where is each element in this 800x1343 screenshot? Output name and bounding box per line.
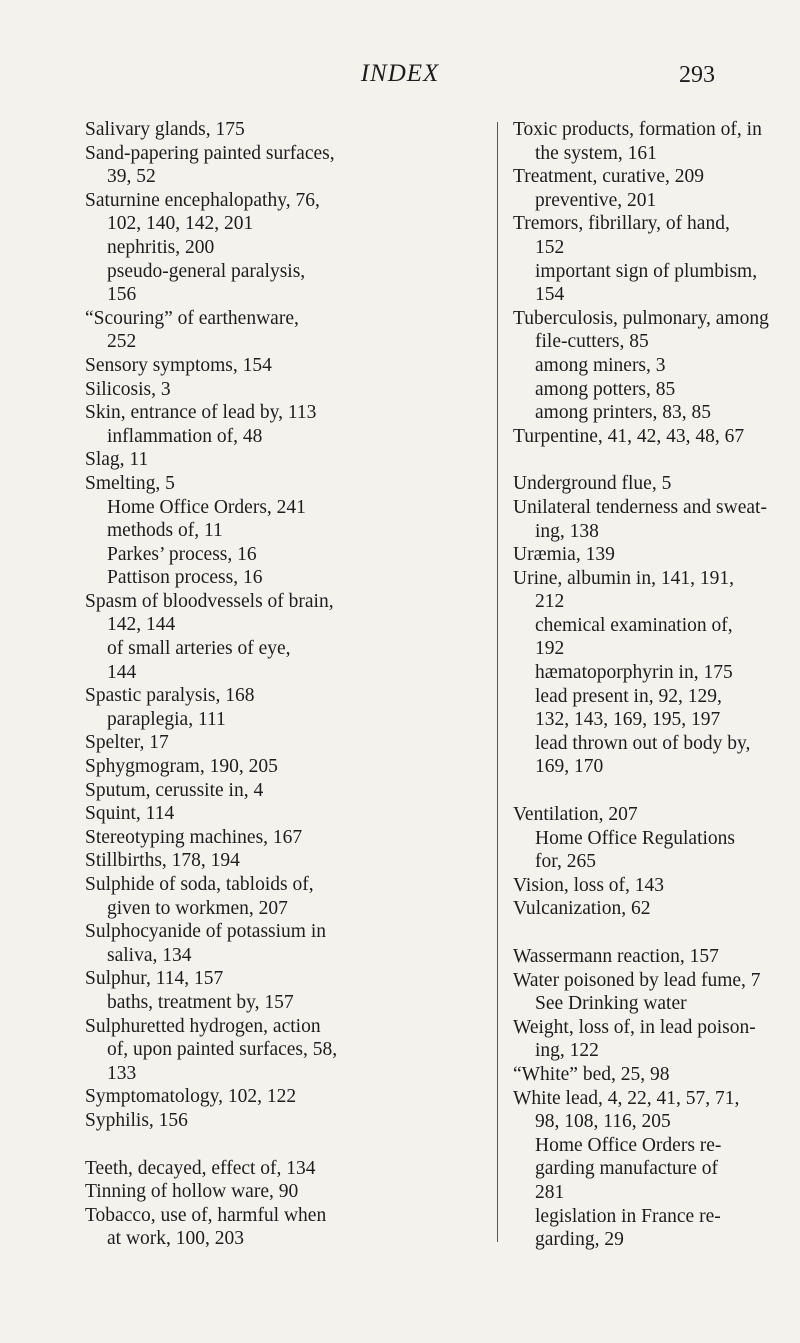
column-divider: [497, 122, 498, 1242]
index-subentry: 154: [535, 284, 565, 306]
index-column-left: [85, 118, 485, 1251]
index-subentry: Home Office Orders, 241: [107, 496, 306, 518]
index-subentry: hæmatoporphyrin in, 175: [535, 662, 733, 684]
index-subentry: preventive, 201: [535, 189, 657, 211]
index-entry: Spastic paralysis, 168: [85, 685, 255, 707]
section-gap: [513, 448, 800, 472]
index-subentry: chemical examination of,: [535, 614, 733, 636]
index-entry: Turpentine, 41, 42, 43, 48, 67: [513, 425, 745, 447]
index-subentry: important sign of plumbism,: [535, 260, 758, 282]
index-entry: Underground flue, 5: [513, 473, 672, 495]
index-entry: Tremors, fibrillary, of hand,: [513, 213, 730, 235]
index-entry: Sulphur, 114, 157: [85, 968, 224, 990]
index-subentry: 102, 140, 142, 201: [107, 213, 254, 235]
index-entry: Salivary glands, 175: [85, 119, 245, 140]
index-entry: Skin, entrance of lead by, 113: [85, 402, 317, 424]
index-subentry: baths, treatment by, 157: [107, 991, 294, 1013]
index-entry: Tinning of hollow ware, 90: [85, 1181, 299, 1203]
index-subentry: 98, 108, 116, 205: [535, 1111, 671, 1133]
index-subentry: among miners, 3: [535, 354, 666, 376]
index-subentry: 192: [535, 638, 565, 660]
index-entry: Saturnine encephalopathy, 76,: [85, 189, 320, 211]
section-gap: [85, 1133, 485, 1157]
index-entry: Teeth, decayed, effect of, 134: [85, 1157, 316, 1179]
index-subentry: lead present in, 92, 129,: [535, 685, 722, 707]
index-entry: Water poisoned by lead fume, 7: [513, 969, 761, 991]
index-entry: Sulphuretted hydrogen, action: [85, 1015, 321, 1037]
index-entry: Treatment, curative, 209: [513, 166, 704, 188]
index-entry: Ventilation, 207: [513, 804, 638, 826]
index-subentry: 212: [535, 591, 565, 613]
index-entry: Stillbirths, 178, 194: [85, 850, 240, 872]
index-column-right: [513, 118, 800, 1252]
index-subentry: 142, 144: [107, 614, 176, 636]
index-subentry: 133: [107, 1062, 137, 1084]
index-subentry: 144: [107, 661, 137, 683]
index-subentry: Pattison process, 16: [107, 567, 263, 589]
index-subentry: garding, 29: [535, 1229, 624, 1251]
index-entry: Urine, albumin in, 141, 191,: [513, 567, 734, 589]
index-subentry: given to workmen, 207: [107, 897, 288, 919]
index-subentry: 169, 170: [535, 756, 604, 778]
index-subentry: Home Office Regulations: [535, 827, 736, 849]
index-subentry: methods of, 11: [107, 520, 223, 542]
index-subentry: inflammation of, 48: [107, 425, 263, 447]
index-subentry: 281: [535, 1181, 565, 1203]
index-entry: Sensory symptoms, 154: [85, 354, 272, 376]
index-subentry: garding manufacture of: [535, 1158, 719, 1180]
index-subentry: Parkes’ process, 16: [107, 543, 257, 565]
index-entry: Squint, 114: [85, 803, 175, 825]
index-subentry: pseudo-general paralysis,: [107, 260, 306, 282]
index-subentry: at work, 100, 203: [107, 1228, 245, 1250]
index-entry: Tobacco, use of, harmful when: [85, 1204, 327, 1226]
index-subentry: nephritis, 200: [107, 236, 215, 258]
index-subentry: of, upon painted surfaces, 58,: [107, 1039, 338, 1061]
index-subentry: 252: [107, 331, 137, 353]
index-subentry: 132, 143, 169, 195, 197: [535, 709, 721, 731]
index-subentry: legislation in France re-: [535, 1205, 721, 1227]
page-header: [0, 58, 800, 98]
page-number: 293: [679, 62, 715, 88]
index-entry: Spasm of bloodvessels of brain,: [85, 590, 334, 612]
index-entry: Syphilis, 156: [85, 1109, 188, 1131]
index-entry: Toxic products, formation of, in: [513, 119, 762, 140]
index-entry: “Scouring” of earthenware,: [85, 307, 299, 329]
index-entry: Symptomatology, 102, 122: [85, 1086, 297, 1108]
index-entry: Tuberculosis, pulmonary, among: [513, 307, 769, 329]
section-gap: [513, 921, 800, 945]
index-subentry: for, 265: [535, 851, 596, 873]
index-subentry: paraplegia, 111: [107, 708, 226, 730]
index-subentry: 39, 52: [107, 166, 156, 188]
index-subentry: ing, 122: [535, 1040, 599, 1062]
index-entry: Weight, loss of, in lead poison-: [513, 1016, 756, 1038]
index-entry: Vision, loss of, 143: [513, 874, 665, 896]
index-subentry: saliva, 134: [107, 944, 192, 966]
index-subentry: 152: [535, 236, 565, 258]
index-entry: Uræmia, 139: [513, 544, 615, 566]
index-subentry: Home Office Orders re-: [535, 1134, 722, 1156]
index-entry: Sputum, cerussite in, 4: [85, 779, 264, 801]
index-subentry: of small arteries of eye,: [107, 638, 291, 660]
running-head: INDEX: [360, 60, 440, 87]
index-entry: Spelter, 17: [85, 732, 169, 754]
index-subentry: among printers, 83, 85: [535, 402, 712, 424]
index-subentry: the system, 161: [535, 142, 657, 164]
index-subentry: file-cutters, 85: [535, 331, 649, 353]
index-entry: Vulcanization, 62: [513, 898, 651, 920]
index-subentry: ing, 138: [535, 520, 599, 542]
index-entry: Silicosis, 3: [85, 378, 171, 400]
section-gap: [513, 779, 800, 803]
index-entry: Wassermann reaction, 157: [513, 946, 719, 967]
index-entry: Stereotyping machines, 167: [85, 826, 303, 848]
index-entry: Sand-papering painted surfaces,: [85, 142, 335, 164]
index-entry: Slag, 11: [85, 449, 149, 471]
index-entry: Sulphide of soda, tabloids of,: [85, 874, 314, 895]
index-entry: Sphygmogram, 190, 205: [85, 756, 278, 778]
index-entry: Smelting, 5: [85, 472, 175, 494]
index-entry: Unilateral tenderness and sweat-: [513, 496, 767, 518]
index-subentry: lead thrown out of body by,: [535, 732, 751, 754]
index-subentry: See Drinking water: [535, 993, 687, 1015]
index-subentry: 156: [107, 284, 137, 306]
index-entry: “White” bed, 25, 98: [513, 1063, 670, 1085]
index-entry: White lead, 4, 22, 41, 57, 71,: [513, 1087, 740, 1109]
index-subentry: among potters, 85: [535, 378, 676, 400]
index-entry: Sulphocyanide of potassium in: [85, 921, 327, 943]
